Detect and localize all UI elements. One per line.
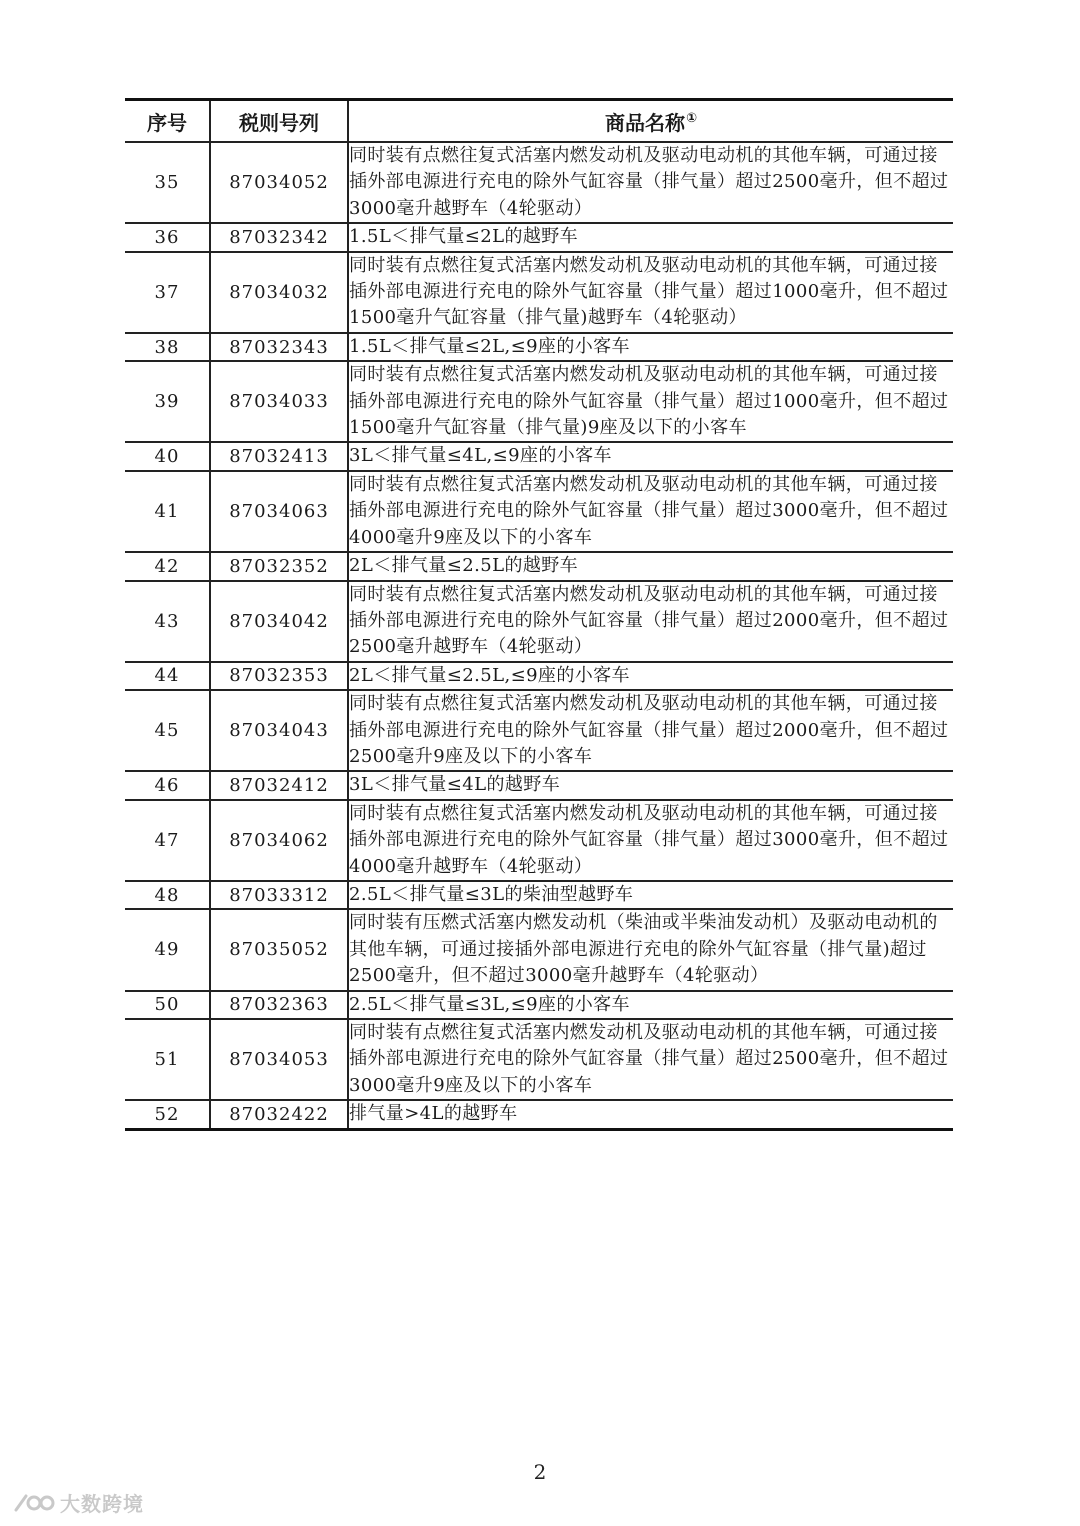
- header-name: [348, 100, 953, 143]
- seq-cell: 41: [125, 471, 210, 552]
- table-row: [125, 909, 953, 990]
- name-cell: 同时装有点燃往复式活塞内燃发动机及驱动电动机的其他车辆，可通过接插外部电源进行充电的除外气缸容量（排气量）超过2500毫升，但不超过3000毫升9座及以下的小客车: [348, 1019, 953, 1100]
- table-row: [125, 1019, 953, 1100]
- seq-cell: 45: [125, 690, 210, 771]
- seq-cell: 46: [125, 771, 210, 799]
- name-cell: 同时装有点燃往复式活塞内燃发动机及驱动电动机的其他车辆，可通过接插外部电源进行充电的除外气缸容量（排气量）超过2000毫升，但不超过2500毫升9座及以下的小客车: [348, 690, 953, 771]
- seq-cell: 38: [125, 333, 210, 361]
- header-name-label: 商品名称: [604, 110, 685, 135]
- seq-cell: 43: [125, 581, 210, 662]
- watermark-text: 大数跨境: [60, 1492, 144, 1516]
- seq-cell: 35: [125, 142, 210, 223]
- code-cell: 87034053: [210, 1019, 348, 1100]
- code-cell: 87032343: [210, 333, 348, 361]
- table-row: [125, 771, 953, 799]
- watermark-logo-icon: [12, 1490, 56, 1516]
- seq-cell: 48: [125, 881, 210, 909]
- header-seq: 序号: [125, 100, 210, 143]
- seq-cell: 50: [125, 991, 210, 1019]
- code-cell: 87035052: [210, 909, 348, 990]
- code-cell: 87033312: [210, 881, 348, 909]
- code-cell: 87032353: [210, 662, 348, 690]
- name-cell: 2.5L＜排气量≤3L的柴油型越野车: [348, 881, 953, 909]
- table-row: [125, 223, 953, 251]
- table-row: [125, 991, 953, 1019]
- code-cell: 87032363: [210, 991, 348, 1019]
- name-cell: 同时装有点燃往复式活塞内燃发动机及驱动电动机的其他车辆，可通过接插外部电源进行充电的除外气缸容量（排气量）超过2000毫升，但不超过2500毫升越野车（4轮驱动）: [348, 581, 953, 662]
- name-cell: 2L＜排气量≤2.5L的越野车: [348, 552, 953, 580]
- code-cell: 87032352: [210, 552, 348, 580]
- table-row: [125, 471, 953, 552]
- table-body: [125, 142, 953, 1129]
- name-cell: 2.5L＜排气量≤3L,≤9座的小客车: [348, 991, 953, 1019]
- tariff-table: [125, 98, 953, 1131]
- code-cell: 87034062: [210, 800, 348, 881]
- code-cell: 87034052: [210, 142, 348, 223]
- name-cell: 同时装有压燃式活塞内燃发动机（柴油或半柴油发动机）及驱动电动机的其他车辆，可通过接插外部电源进行充电的除外气缸容量（排气量)超过2500毫升，但不超过3000毫升越野车（4轮驱动）: [348, 909, 953, 990]
- name-cell: 同时装有点燃往复式活塞内燃发动机及驱动电动机的其他车辆，可通过接插外部电源进行充电的除外气缸容量（排气量）超过1000毫升，但不超过1500毫升气缸容量（排气量)越野车（4轮驱动）: [348, 252, 953, 333]
- table-row: [125, 581, 953, 662]
- name-cell: 同时装有点燃往复式活塞内燃发动机及驱动电动机的其他车辆，可通过接插外部电源进行充电的除外气缸容量（排气量）超过1000毫升，但不超过1500毫升气缸容量（排气量)9座及以下的小客车: [348, 361, 953, 442]
- name-cell: 3L＜排气量≤4L的越野车: [348, 771, 953, 799]
- page-number: 2: [533, 1460, 547, 1484]
- code-cell: 87032422: [210, 1100, 348, 1129]
- seq-cell: 52: [125, 1100, 210, 1129]
- name-cell: 1.5L＜排气量≤2L,≤9座的小客车: [348, 333, 953, 361]
- seq-cell: 42: [125, 552, 210, 580]
- table-row: [125, 333, 953, 361]
- seq-cell: 49: [125, 909, 210, 990]
- name-cell: 2L＜排气量≤2.5L,≤9座的小客车: [348, 662, 953, 690]
- seq-cell: 44: [125, 662, 210, 690]
- code-cell: 87034063: [210, 471, 348, 552]
- seq-cell: 39: [125, 361, 210, 442]
- table-row: [125, 1100, 953, 1129]
- code-cell: 87034043: [210, 690, 348, 771]
- table-header: [125, 100, 953, 143]
- name-cell: 同时装有点燃往复式活塞内燃发动机及驱动电动机的其他车辆，可通过接插外部电源进行充电的除外气缸容量（排气量）超过3000毫升，但不超过4000毫升9座及以下的小客车: [348, 471, 953, 552]
- table-row: [125, 361, 953, 442]
- footnote-marker: ①: [685, 110, 697, 126]
- table-row: [125, 690, 953, 771]
- table-row: [125, 442, 953, 470]
- code-cell: 87032413: [210, 442, 348, 470]
- header-code: 税则号列: [210, 100, 348, 143]
- name-cell: 排气量>4L的越野车: [348, 1100, 953, 1129]
- code-cell: 87032412: [210, 771, 348, 799]
- code-cell: 87032342: [210, 223, 348, 251]
- name-cell: 同时装有点燃往复式活塞内燃发动机及驱动电动机的其他车辆，可通过接插外部电源进行充电的除外气缸容量（排气量）超过2500毫升，但不超过3000毫升越野车（4轮驱动）: [348, 142, 953, 223]
- code-cell: 87034042: [210, 581, 348, 662]
- table-row: [125, 142, 953, 223]
- name-cell: 1.5L＜排气量≤2L的越野车: [348, 223, 953, 251]
- table-row: [125, 252, 953, 333]
- seq-cell: 47: [125, 800, 210, 881]
- name-cell: 3L＜排气量≤4L,≤9座的小客车: [348, 442, 953, 470]
- seq-cell: 37: [125, 252, 210, 333]
- code-cell: 87034033: [210, 361, 348, 442]
- table-row: [125, 800, 953, 881]
- seq-cell: 36: [125, 223, 210, 251]
- watermark: [12, 1488, 144, 1517]
- table-row: [125, 552, 953, 580]
- seq-cell: 40: [125, 442, 210, 470]
- table-row: [125, 881, 953, 909]
- code-cell: 87034032: [210, 252, 348, 333]
- seq-cell: 51: [125, 1019, 210, 1100]
- name-cell: 同时装有点燃往复式活塞内燃发动机及驱动电动机的其他车辆，可通过接插外部电源进行充电的除外气缸容量（排气量）超过3000毫升，但不超过4000毫升越野车（4轮驱动）: [348, 800, 953, 881]
- table-row: [125, 662, 953, 690]
